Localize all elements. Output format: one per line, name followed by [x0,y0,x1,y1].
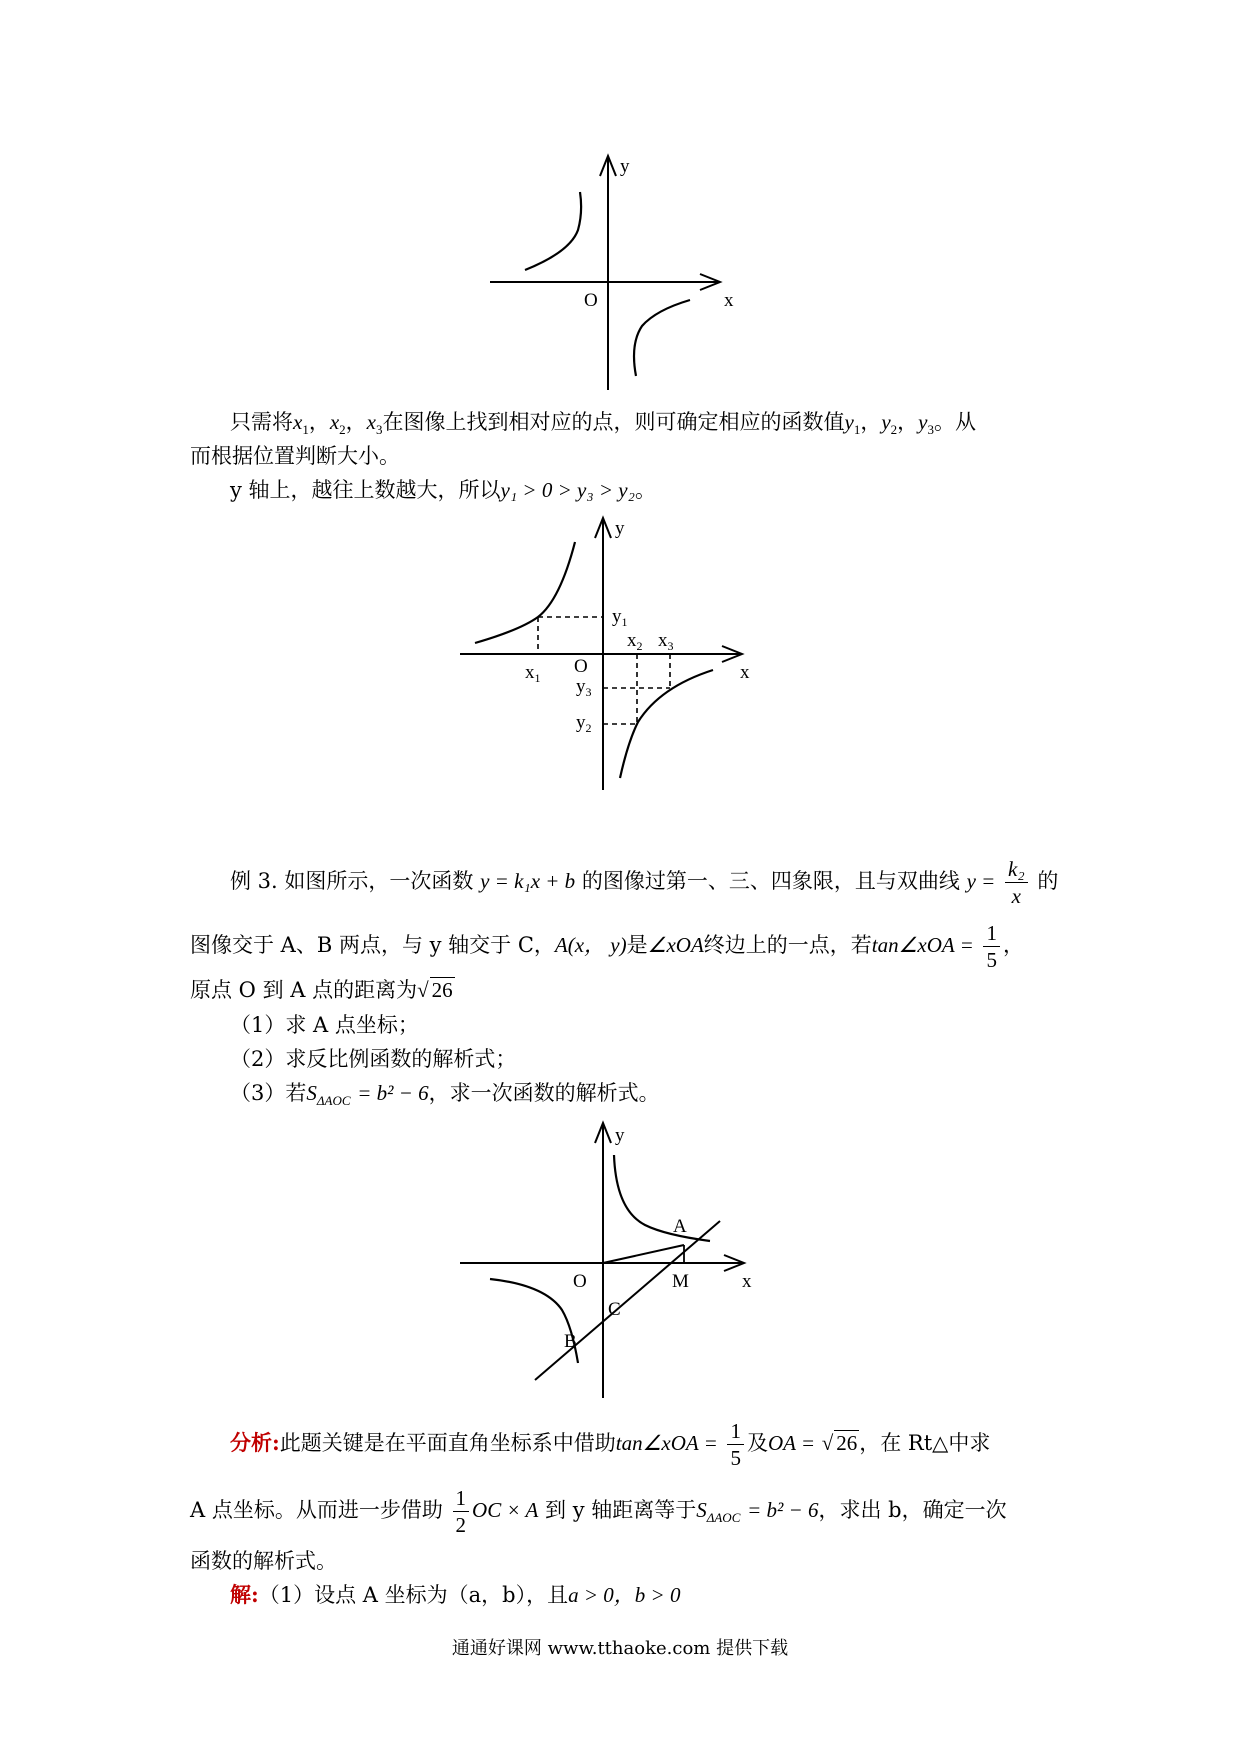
fig2-curve-left [475,542,575,643]
fig1-origin-label: O [584,290,598,311]
analysis-expr: = b² − 6 [747,1498,819,1522]
q3-s: S [306,1081,317,1105]
analysis-text-a: 此题关键是在平面直角坐标系中借助 [279,1431,616,1455]
ex3-y-equals: y = [966,869,996,893]
fig3-point-b-label: B [564,1331,577,1352]
analysis-label: 分析: [230,1430,280,1455]
ex3-frac-den: 5 [986,948,997,972]
solution-text: （1）设点 A 坐标为（a，b），且 [258,1583,569,1607]
paragraph-y-axis [230,475,1110,505]
fig1-curve-right [634,300,690,376]
paragraph-find-points-line2: 而根据位置判断大小。 [190,444,400,468]
analysis-half-den: 2 [455,1513,467,1537]
analysis-l2-text-e: ，求出 b，确定一次 [818,1498,1007,1522]
analysis-one-half [453,1485,470,1538]
analysis-text-b: ，在 Rt△中求 [859,1431,991,1455]
p1-y3-sub: 3 [927,422,934,438]
ex3-point-a: A(x， y) [554,933,627,957]
p1-text-b: 在图像上找到相对应的点，则可确定相应的函数值 [382,410,845,434]
p1-x2: x [329,410,340,434]
p1-x2-sub: 2 [339,422,346,438]
sqrt-sign: √ [417,978,429,1002]
ex3-k2-over-x [1005,856,1028,909]
ex3-text-hyperbola: 的图像过第一、三、四象限，且与双曲线 [581,869,960,893]
analysis-line-3: 函数的解析式。 [190,1549,337,1573]
analysis-oa: OA = [767,1431,816,1455]
p1-x3: x [366,410,376,434]
fig3-curve-upper [614,1155,710,1241]
p2-text: y 轴上，越往上数越大，所以 [230,478,501,502]
fig2-x3-label: $x_3$ [658,630,674,653]
analysis-l2-text-c: 到 y 轴距离等于 [545,1498,697,1522]
fig2-origin-label: O [574,656,588,677]
analysis-frac-den: 5 [730,1446,741,1470]
fig2-x1-label: $x_1$ [525,662,541,685]
analysis-line-2 [190,1483,1070,1537]
ex3-frac-num: 1 [983,920,1000,947]
ex3-sqrt-26: 26 [431,978,453,1002]
page-footer: 通通好课网 www.tthaoke.com 提供下载 [451,1638,789,1659]
analysis-half-num: 1 [453,1485,470,1512]
ex3-l2-text-b: 是 [626,933,648,957]
ex3-angle: ∠xOA [647,933,704,957]
fig3-point-c-label: C [608,1299,621,1320]
analysis-l2-text-a: A 点坐标。从而进一步借助 [190,1498,443,1522]
p1-y1: y [844,410,854,434]
figure-1-hyperbola [490,150,750,395]
fig3-origin-label: O [573,1271,587,1292]
p1-y2: y [881,410,891,434]
ex3-l2-text-a: 图像交于 A、B 两点，与 y 轴交于 C， [190,933,555,957]
analysis-sqrt-26: 26 [836,1431,858,1455]
q3-expr: = b² − 6 [357,1081,429,1105]
solution-label: 解: [230,1582,259,1607]
question-3 [230,1078,1110,1116]
fig3-segment-oa [603,1245,684,1263]
analysis-line-1 [230,1416,1110,1470]
figure-2-compare-values [460,512,760,792]
p1-x3-sub: 3 [375,422,383,438]
ex3-x-den: x [1011,884,1021,908]
sqrt-sign: √ [821,1431,834,1455]
ex3-tan: tan∠xOA = [871,933,974,957]
fig2-y1-label: $y_1$ [612,606,628,629]
analysis-tan: tan∠xOA = [615,1431,718,1455]
ex3-l3-text: 原点 O 到 A 点的距离为 [190,978,418,1002]
analysis-s-sub: ΔAOC [706,1510,741,1526]
p1-y3: y [918,410,928,434]
analysis-s: S [696,1498,707,1522]
solution-condition: a > 0，b > 0 [568,1583,681,1607]
p1-y2-sub: 2 [890,422,898,438]
example-3-line-1 [230,854,1110,908]
solution-line-1 [230,1580,1110,1610]
p1-text-a: 只需将 [230,410,293,434]
ex3-lead: 例 3. 如图所示，一次函数 [230,869,474,893]
p1-x1-sub: 1 [302,422,309,438]
fig3-point-m-label: M [672,1271,689,1292]
analysis-ji: 及 [746,1431,768,1455]
fig2-x-label: x [740,662,750,683]
p2-end: 。 [634,478,656,502]
q3-s-sub: ΔAOC [316,1093,351,1109]
p1-y1-sub: 1 [853,422,861,438]
example-3-line-2 [190,918,1070,972]
q3-text-c: ，求一次函数的解析式。 [428,1081,660,1105]
fig2-y-label: y [615,518,625,539]
paragraph-find-points: 只需将$x_1$，$x_2$，$x_3$在图像上找到相对应的点，则可确定相应的函数值$y_1$，$y_2$，$y_3$。从 [230,410,976,438]
fig1-y-label: y [620,156,630,177]
fig1-curve-left [525,192,581,270]
p1-text-c: 。从 [933,410,976,434]
fig2-y3-label: $y_3$ [576,676,592,699]
analysis-oc-times-a: OC × A [472,1498,539,1522]
ex3-one-fifth [983,920,1000,973]
analysis-frac-num: 1 [727,1418,744,1445]
analysis-one-fifth [727,1418,744,1471]
fig3-point-a-label: A [673,1216,687,1237]
fig3-y-label: y [615,1125,625,1146]
question-2: （2）求反比例函数的解析式； [230,1047,517,1071]
p2-inequality: y₁ > 0 > y₃ > y₂ [500,478,635,502]
fig2-x2-label: $x_2$ [627,630,643,653]
ex3-linear-function: y = k₁x + b [480,869,576,893]
example-3-line-3 [190,975,1070,1005]
q3-text-a: （3）若 [230,1081,307,1105]
p1-x1: x [293,410,303,434]
ex3-l2-text-c: 终边上的一点，若 [703,933,872,957]
ex3-k2: k₂ [1005,856,1028,883]
figure-3-line-and-hyperbola [460,1115,760,1400]
fig2-y2-label: $y_2$ [576,712,592,735]
fig3-linear-function [535,1221,720,1380]
ex3-de: 的 [1037,869,1059,893]
question-1: （1）求 A 点坐标； [230,1013,419,1037]
ex3-comma: ， [1002,933,1024,957]
fig1-x-label: x [724,290,734,311]
fig3-x-label: x [742,1271,752,1292]
